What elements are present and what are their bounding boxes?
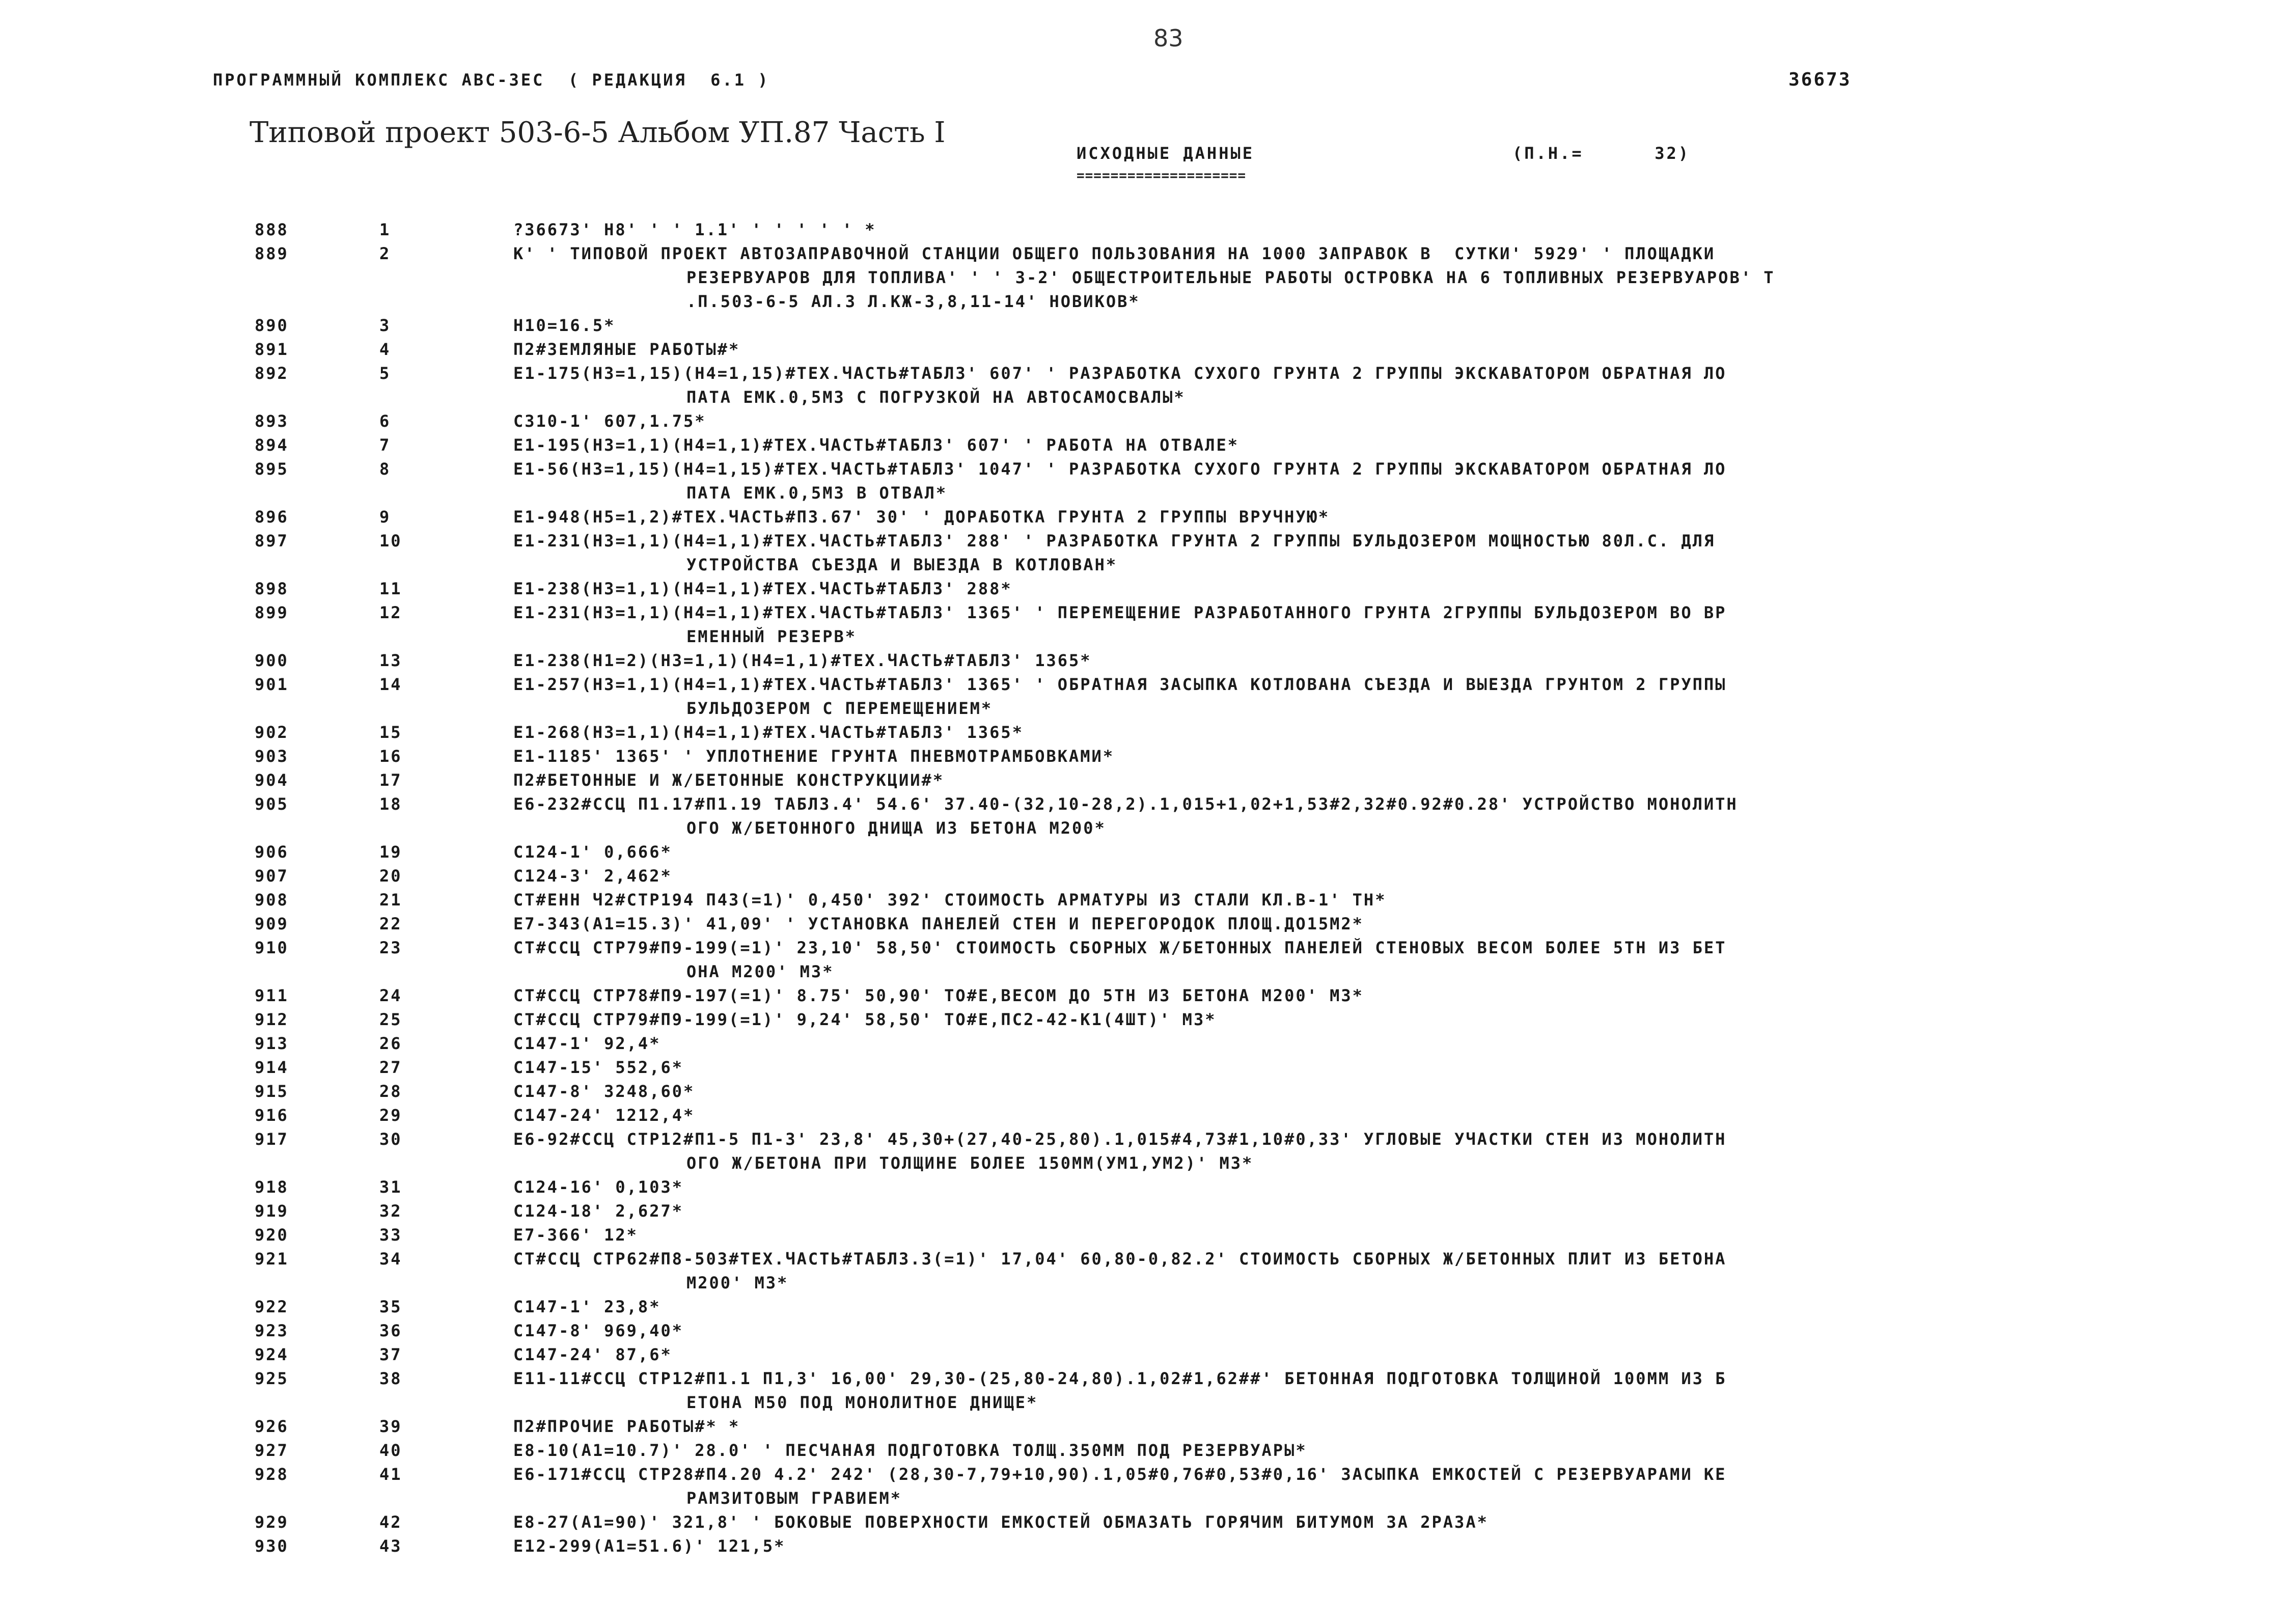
row-text (513, 649, 2102, 673)
table-row (0, 1319, 2286, 1343)
row-text-line: ?36673' Н8' ' ' 1.1' ' ' ' ' ' * (513, 220, 876, 239)
row-text (513, 1439, 2102, 1463)
row-sequence: 18 (379, 794, 402, 814)
row-text (513, 864, 2102, 888)
row-sequence: 34 (379, 1249, 402, 1269)
row-sequence: 21 (379, 890, 402, 910)
row-number: 926 (255, 1417, 289, 1436)
row-text (513, 1127, 2102, 1175)
table-row (0, 984, 2286, 1008)
table-row (0, 457, 2286, 505)
row-text (513, 1343, 2102, 1367)
row-number: 896 (255, 507, 289, 527)
row-sequence: 29 (379, 1106, 402, 1125)
row-sequence: 33 (379, 1225, 402, 1245)
row-text-line: Е1-175(Н3=1,15)(Н4=1,15)#ТЕХ.ЧАСТЬ#ТАБЛ3' 607' ' РАЗРАБОТКА СУХОГО ГРУНТА 2 ГРУППЫ ЭКСКАВАТОРОМ ОБРАТНАЯ ЛО (513, 364, 1727, 383)
row-text-line: П2#ЗЕМЛЯНЫЕ РАБОТЫ#* (513, 340, 740, 359)
row-text (513, 1367, 2102, 1415)
data-rows (0, 218, 2286, 1558)
row-text-line: Е6-232#ССЦ П1.17#П1.19 ТАБЛ3.4' 54.6' 37.40-(32,10-28,2).1,015+1,02+1,53#2,32#0.92#0.28' УСТРОЙСТВО МОНОЛИТН (513, 794, 1738, 814)
row-text (513, 745, 2102, 768)
row-number: 919 (255, 1201, 289, 1221)
row-text-continuation: .П.503-6-5 АЛ.3 Л.КЖ-3,8,11-14' НОВИКОВ* (686, 292, 1140, 311)
row-sequence: 11 (379, 579, 402, 598)
row-text-line: СТ#ССЦ СТР62#П8-503#ТЕХ.ЧАСТЬ#ТАБЛ3.3(=1)' 17,04' 60,80-0,82.2' СТОИМОСТЬ СБОРНЫХ Ж/БЕТОННЫХ ПЛИТ ИЗ БЕТОНА (513, 1249, 1727, 1269)
row-number: 930 (255, 1536, 289, 1556)
row-text (513, 1080, 2102, 1104)
row-number: 902 (255, 723, 289, 742)
table-row (0, 649, 2286, 673)
row-number: 891 (255, 340, 289, 359)
row-text (513, 1104, 2102, 1127)
row-number: 910 (255, 938, 289, 957)
table-row (0, 1463, 2286, 1510)
row-text (513, 1415, 2102, 1439)
row-sequence: 37 (379, 1345, 402, 1364)
row-number: 921 (255, 1249, 289, 1269)
row-number: 916 (255, 1106, 289, 1125)
row-text-line: С147-15' 552,6* (513, 1058, 683, 1077)
row-text (513, 1295, 2102, 1319)
row-text-line: Е1-195(Н3=1,1)(Н4=1,1)#ТЕХ.ЧАСТЬ#ТАБЛ3' 607' ' РАБОТА НА ОТВАЛЕ* (513, 435, 1239, 455)
section-title: ИСХОДНЫЕ ДАННЫЕ (1077, 144, 1254, 163)
row-text (513, 314, 2102, 338)
table-row (0, 1223, 2286, 1247)
row-text-line: С124-18' 2,627* (513, 1201, 683, 1221)
row-sequence: 39 (379, 1417, 402, 1436)
table-row (0, 1199, 2286, 1223)
row-sequence: 12 (379, 603, 402, 622)
row-text-line: СТ#ССЦ СТР79#П9-199(=1)' 23,10' 58,50' СТОИМОСТЬ СБОРНЫХ Ж/БЕТОННЫХ ПАНЕЛЕЙ СТЕНОВЫХ ВЕСОМ БОЛЕЕ 5ТН ИЗ БЕТ (513, 938, 1727, 957)
table-row (0, 218, 2286, 242)
row-text (513, 1056, 2102, 1080)
row-number: 900 (255, 651, 289, 670)
row-text (513, 505, 2102, 529)
row-number: 905 (255, 794, 289, 814)
row-text-continuation: ПАТА ЕМК.0,5М3 С ПОГРУЗКОЙ НА АВТОСАМОСВАЛЫ* (686, 388, 1186, 407)
row-text (513, 1175, 2102, 1199)
row-sequence: 16 (379, 747, 402, 766)
row-number: 928 (255, 1465, 289, 1484)
row-text-line: Е7-366' 12* (513, 1225, 638, 1245)
row-text (513, 912, 2102, 936)
row-sequence: 22 (379, 914, 402, 933)
row-text-continuation: РЕЗЕРВУАРОВ ДЛЯ ТОПЛИВА' ' ' 3-2' ОБЩЕСТРОИТЕЛЬНЫЕ РАБОТЫ ОСТРОВКА НА 6 ТОПЛИВНЫХ РЕЗЕРВУАРОВ' Т (686, 268, 1775, 287)
table-row (0, 1439, 2286, 1463)
row-number: 908 (255, 890, 289, 910)
row-text-continuation: ЕМЕННЫЙ РЕЗЕРВ* (686, 627, 857, 646)
table-row (0, 888, 2286, 912)
row-text-continuation: М200' М3* (686, 1273, 789, 1292)
row-number: 906 (255, 842, 289, 862)
row-text-continuation: УСТРОЙСТВА СЪЕЗДА И ВЫЕЗДА В КОТЛОВАН* (686, 555, 1118, 574)
row-text-continuation: ОГО Ж/БЕТОНА ПРИ ТОЛЩИНЕ БОЛЕЕ 150ММ(УМ1,УМ2)' М3* (686, 1153, 1254, 1173)
subtitle: Типовой проект 503-6-5 Альбом УП.87 Часть I (250, 116, 946, 149)
row-text (513, 1199, 2102, 1223)
row-number: 913 (255, 1034, 289, 1053)
row-number: 901 (255, 675, 289, 694)
row-sequence: 3 (379, 316, 391, 335)
row-sequence: 38 (379, 1369, 402, 1388)
row-text-continuation: ЕТОНА М50 ПОД МОНОЛИТНОЕ ДНИЩЕ* (686, 1393, 1038, 1412)
row-number: 907 (255, 866, 289, 886)
table-row (0, 433, 2286, 457)
row-text (513, 409, 2102, 433)
row-sequence: 25 (379, 1010, 402, 1029)
row-number: 893 (255, 411, 289, 431)
row-sequence: 9 (379, 507, 391, 527)
row-number: 894 (255, 435, 289, 455)
row-sequence: 32 (379, 1201, 402, 1221)
table-row (0, 1175, 2286, 1199)
row-text-line: С310-1' 607,1.75* (513, 411, 706, 431)
row-text (513, 768, 2102, 792)
row-number: 925 (255, 1369, 289, 1388)
row-text-line: С147-1' 23,8* (513, 1297, 661, 1316)
row-text-continuation: БУЛЬДОЗЕРОМ С ПЕРЕМЕЩЕНИЕМ* (686, 699, 993, 718)
row-text (513, 1463, 2102, 1510)
table-row (0, 1295, 2286, 1319)
row-sequence: 4 (379, 340, 391, 359)
row-number: 927 (255, 1441, 289, 1460)
row-sequence: 27 (379, 1058, 402, 1077)
row-sequence: 28 (379, 1082, 402, 1101)
row-text-line: Е12-299(А1=51.6)' 121,5* (513, 1536, 786, 1556)
row-text-line: Е7-343(А1=15.3)' 41,09' ' УСТАНОВКА ПАНЕЛЕЙ СТЕН И ПЕРЕГОРОДОК ПЛОЩ.ДО15М2* (513, 914, 1364, 933)
row-sequence: 15 (379, 723, 402, 742)
row-text-line: С147-8' 3248,60* (513, 1082, 695, 1101)
row-number: 889 (255, 244, 289, 263)
row-number: 911 (255, 986, 289, 1005)
table-row (0, 864, 2286, 888)
row-sequence: 41 (379, 1465, 402, 1484)
row-text (513, 721, 2102, 745)
row-text (513, 601, 2102, 649)
row-text (513, 1510, 2102, 1534)
table-row (0, 601, 2286, 649)
row-text-line: Е1-56(Н3=1,15)(Н4=1,15)#ТЕХ.ЧАСТЬ#ТАБЛ3' 1047' ' РАЗРАБОТКА СУХОГО ГРУНТА 2 ГРУППЫ ЭКСКАВАТОРОМ ОБРАТНАЯ ЛО (513, 459, 1727, 479)
row-number: 895 (255, 459, 289, 479)
row-text (513, 1534, 2102, 1558)
row-text (513, 362, 2102, 409)
row-text-line: С147-24' 87,6* (513, 1345, 672, 1364)
table-row (0, 673, 2286, 721)
table-row (0, 745, 2286, 768)
row-sequence: 43 (379, 1536, 402, 1556)
row-text-line: Е8-10(А1=10.7)' 28.0' ' ПЕСЧАНАЯ ПОДГОТОВКА ТОЛЩ.350ММ ПОД РЕЗЕРВУАРЫ* (513, 1441, 1307, 1460)
row-number: 890 (255, 316, 289, 335)
row-text-line: Е1-257(Н3=1,1)(Н4=1,1)#ТЕХ.ЧАСТЬ#ТАБЛ3' 1365' ' ОБРАТНАЯ ЗАСЫПКА КОТЛОВАНА СЪЕЗДА И ВЫЕЗДА ГРУНТОМ 2 ГРУППЫ (513, 675, 1727, 694)
row-text-line: Е1-231(Н3=1,1)(Н4=1,1)#ТЕХ.ЧАСТЬ#ТАБЛ3' 288' ' РАЗРАБОТКА ГРУНТА 2 ГРУППЫ БУЛЬДОЗЕРОМ МОЩНОСТЬЮ 80Л.С. ДЛЯ (513, 531, 1716, 550)
row-text (513, 888, 2102, 912)
row-sequence: 23 (379, 938, 402, 957)
row-sequence: 40 (379, 1441, 402, 1460)
row-text (513, 218, 2102, 242)
row-sequence: 1 (379, 220, 391, 239)
table-row (0, 1343, 2286, 1367)
row-number: 924 (255, 1345, 289, 1364)
page-number: 83 (1153, 24, 1183, 52)
row-text (513, 673, 2102, 721)
header-line: ПРОГРАММНЫЙ КОМПЛЕКС АВС-3ЕС ( РЕДАКЦИЯ 6.1 ) (213, 70, 770, 90)
row-text (513, 529, 2102, 577)
row-number: 920 (255, 1225, 289, 1245)
table-row (0, 505, 2286, 529)
row-sequence: 31 (379, 1177, 402, 1197)
table-row (0, 242, 2286, 314)
row-sequence: 13 (379, 651, 402, 670)
row-text-line: С124-1' 0,666* (513, 842, 672, 862)
row-text-line: СТ#ССЦ СТР79#П9-199(=1)' 9,24' 58,50' ТО#Е,ПС2-42-К1(4ШТ)' М3* (513, 1010, 1217, 1029)
table-row (0, 409, 2286, 433)
row-sequence: 17 (379, 770, 402, 790)
row-text (513, 792, 2102, 840)
row-text (513, 457, 2102, 505)
row-text (513, 1008, 2102, 1032)
row-text (513, 1247, 2102, 1295)
table-row (0, 529, 2286, 577)
row-text-continuation: ОНА М200' М3* (686, 962, 834, 981)
row-text-line: С124-3' 2,462* (513, 866, 672, 886)
row-text-line: С147-8' 969,40* (513, 1321, 683, 1340)
row-text (513, 577, 2102, 601)
row-text (513, 433, 2102, 457)
row-text-line: Е1-1185' 1365' ' УПЛОТНЕНИЕ ГРУНТА ПНЕВМОТРАМБОВКАМИ* (513, 747, 1115, 766)
row-text-line: Н10=16.5* (513, 316, 616, 335)
row-text (513, 840, 2102, 864)
table-row (0, 314, 2286, 338)
row-sequence: 6 (379, 411, 391, 431)
row-number: 912 (255, 1010, 289, 1029)
row-number: 922 (255, 1297, 289, 1316)
row-sequence: 20 (379, 866, 402, 886)
row-text-line: С124-16' 0,103* (513, 1177, 683, 1197)
table-row (0, 1415, 2286, 1439)
row-text-line: П2#ПРОЧИЕ РАБОТЫ#* * (513, 1417, 740, 1436)
row-text-line: С147-1' 92,4* (513, 1034, 661, 1053)
row-number: 909 (255, 914, 289, 933)
table-row (0, 840, 2286, 864)
row-text-continuation: ОГО Ж/БЕТОННОГО ДНИЩА ИЗ БЕТОНА М200* (686, 818, 1106, 838)
row-number: 899 (255, 603, 289, 622)
row-number: 914 (255, 1058, 289, 1077)
table-row (0, 1032, 2286, 1056)
row-text-line: СТ#ССЦ СТР78#П9-197(=1)' 8.75' 50,90' ТО#Е,ВЕСОМ ДО 5ТН ИЗ БЕТОНА М200' М3* (513, 986, 1364, 1005)
table-row (0, 1534, 2286, 1558)
row-text (513, 984, 2102, 1008)
row-text (513, 338, 2102, 362)
row-number: 897 (255, 531, 289, 550)
row-number: 898 (255, 579, 289, 598)
row-text-line: Е6-171#ССЦ СТР28#П4.20 4.2' 242' (28,30-7,79+10,90).1,05#0,76#0,53#0,16' ЗАСЫПКА ЕМКОСТЕЙ С РЕЗЕРВУАРАМИ КЕ (513, 1465, 1727, 1484)
row-text-line: Е11-11#ССЦ СТР12#П1.1 П1,3' 16,00' 29,30-(25,80-24,80).1,02#1,62##' БЕТОННАЯ ПОДГОТОВКА ТОЛЩИНОЙ 100ММ ИЗ Б (513, 1369, 1727, 1388)
row-text (513, 1032, 2102, 1056)
row-text-line: Е1-238(Н1=2)(Н3=1,1)(Н4=1,1)#ТЕХ.ЧАСТЬ#ТАБЛ3' 1365* (513, 651, 1092, 670)
table-row (0, 1247, 2286, 1295)
row-text (513, 1319, 2102, 1343)
row-sequence: 7 (379, 435, 391, 455)
row-text-line: Е8-27(А1=90)' 321,8' ' БОКОВЫЕ ПОВЕРХНОСТИ ЕМКОСТЕЙ ОБМАЗАТЬ ГОРЯЧИМ БИТУМОМ ЗА 2РАЗА* (513, 1512, 1489, 1532)
row-text (513, 242, 2102, 314)
row-sequence: 2 (379, 244, 391, 263)
row-number: 888 (255, 220, 289, 239)
row-text-line: Е6-92#ССЦ СТР12#П1-5 П1-3' 23,8' 45,30+(27,40-25,80).1,015#4,73#1,10#0,33' УГЛОВЫЕ УЧАСТКИ СТЕН ИЗ МОНОЛИТН (513, 1130, 1727, 1149)
row-text-line: С147-24' 1212,4* (513, 1106, 695, 1125)
row-number: 903 (255, 747, 289, 766)
row-sequence: 8 (379, 459, 391, 479)
table-row (0, 768, 2286, 792)
row-sequence: 10 (379, 531, 402, 550)
row-text (513, 1223, 2102, 1247)
table-row (0, 912, 2286, 936)
row-sequence: 19 (379, 842, 402, 862)
row-text-line: Е1-238(Н3=1,1)(Н4=1,1)#ТЕХ.ЧАСТЬ#ТАБЛ3' 288* (513, 579, 1012, 598)
section-underline: ==================== (1077, 168, 1247, 183)
row-number: 915 (255, 1082, 289, 1101)
row-text-line: СТ#ЕНН Ч2#СТР194 П43(=1)' 0,450' 392' СТОИМОСТЬ АРМАТУРЫ ИЗ СТАЛИ КЛ.В-1' ТН* (513, 890, 1387, 910)
row-sequence: 5 (379, 364, 391, 383)
row-sequence: 26 (379, 1034, 402, 1053)
table-row (0, 1367, 2286, 1415)
row-text-line: К' ' ТИПОВОЙ ПРОЕКТ АВТОЗАПРАВОЧНОЙ СТАНЦИИ ОБЩЕГО ПОЛЬЗОВАНИЯ НА 1000 ЗАПРАВОК В СУТКИ' 5929' ' ПЛОЩАДКИ (513, 244, 1716, 263)
row-number: 923 (255, 1321, 289, 1340)
row-sequence: 14 (379, 675, 402, 694)
row-text-continuation: ПАТА ЕМК.0,5М3 В ОТВАЛ* (686, 483, 948, 503)
row-text-line: Е1-948(Н5=1,2)#ТЕХ.ЧАСТЬ#П3.67' 30' ' ДОРАБОТКА ГРУНТА 2 ГРУППЫ ВРУЧНУЮ* (513, 507, 1330, 527)
table-row (0, 1080, 2286, 1104)
row-sequence: 42 (379, 1512, 402, 1532)
row-number: 918 (255, 1177, 289, 1197)
row-sequence: 36 (379, 1321, 402, 1340)
row-text-line: Е1-231(Н3=1,1)(Н4=1,1)#ТЕХ.ЧАСТЬ#ТАБЛ3' 1365' ' ПЕРЕМЕЩЕНИЕ РАЗРАБОТАННОГО ГРУНТА 2ГРУППЫ БУЛЬДОЗЕРОМ ВО ВР (513, 603, 1727, 622)
table-row (0, 1510, 2286, 1534)
table-row (0, 362, 2286, 409)
section-page: (П.Н.= 32) (1512, 144, 1690, 163)
table-row (0, 1056, 2286, 1080)
row-sequence: 30 (379, 1130, 402, 1149)
row-text (513, 936, 2102, 984)
doc-number: 36673 (1788, 69, 1852, 90)
row-sequence: 24 (379, 986, 402, 1005)
row-number: 929 (255, 1512, 289, 1532)
table-row (0, 792, 2286, 840)
row-sequence: 35 (379, 1297, 402, 1316)
table-row (0, 338, 2286, 362)
table-row (0, 1008, 2286, 1032)
table-row (0, 721, 2286, 745)
row-number: 892 (255, 364, 289, 383)
row-number: 904 (255, 770, 289, 790)
row-text-line: Е1-268(Н3=1,1)(Н4=1,1)#ТЕХ.ЧАСТЬ#ТАБЛ3' 1365* (513, 723, 1024, 742)
table-row (0, 577, 2286, 601)
table-row (0, 1127, 2286, 1175)
row-text-continuation: РАМЗИТОВЫМ ГРАВИЕМ* (686, 1489, 902, 1508)
table-row (0, 1104, 2286, 1127)
row-text-line: П2#БЕТОННЫЕ И Ж/БЕТОННЫЕ КОНСТРУКЦИИ#* (513, 770, 945, 790)
table-row (0, 936, 2286, 984)
row-number: 917 (255, 1130, 289, 1149)
